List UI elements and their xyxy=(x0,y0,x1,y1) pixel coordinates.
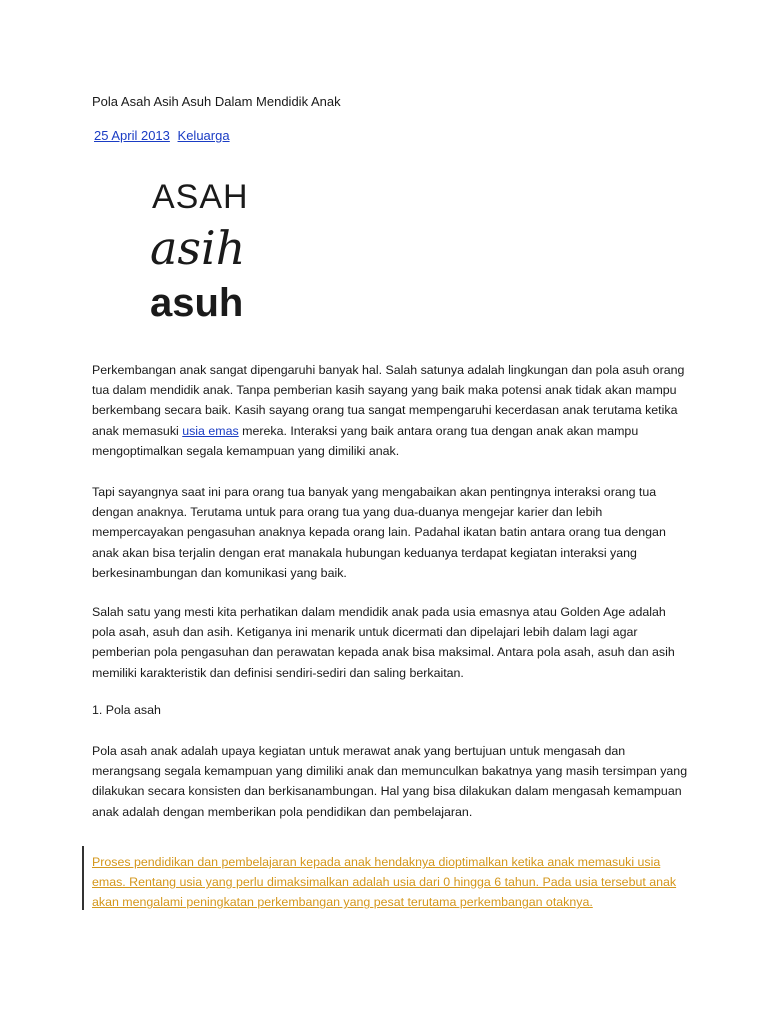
paragraph-2: Tapi sayangnya saat ini para orang tua banyak yang mengabaikan akan pentingnya interaksi orang tua dengan anaknya. Terutama untuk para orang tua yang dua-duanya mengejar karier dan lebih mempercayakan pengasuhan anaknya kepada orang lain. Padahal ikatan batin antara orang tua dengan anak akan bisa terjalin dengan erat manakala hubungan keduanya terdapat kegiatan interaksi yang berkesinambungan dan komunikasi yang baik. xyxy=(92,485,666,580)
paragraph-1 xyxy=(92,360,692,461)
paragraph-1-text-b: mereka. Interaksi yang baik antara orang tua dengan anak akan mampu mengoptimalkan segala kemampuan yang dimiliki anak. xyxy=(92,423,639,458)
usia-emas-link[interactable]: usia emas xyxy=(182,423,239,438)
asah-asih-asuh-logo xyxy=(148,176,288,326)
logo-line-1: ASAH xyxy=(152,178,249,216)
logo-line-3: asuh xyxy=(150,281,244,325)
paragraph-1-text-a: Perkembangan anak sangat dipengaruhi banyak hal. Salah satunya adalah lingkungan dan pola asuh orang tua dalam mendidik anak. Tanpa pemberian kasih sayang yang baik maka potensi anak tidak akan mampu berkembang secara baik. Kasih sayang orang tua sangat mempengaruhi kecerdasan anak terutama ketika anak memasuki xyxy=(92,363,685,438)
highlighted-quote: Proses pendidikan dan pembelajaran kepada anak hendaknya dioptimalkan ketika anak memasuki usia emas. Rentang usia yang perlu dimaksimalkan adalah usia dari 0 hingga 6 tahun. Pada usia tersebut anak akan mengalami peningkatan perkembangan yang pesat terutama perkembangan otaknya. xyxy=(92,855,677,910)
article-title: Pola Asah Asih Asuh Dalam Mendidik Anak xyxy=(92,94,341,109)
logo-line-2: asih xyxy=(150,221,246,275)
section-heading-pola-asah: 1. Pola asah xyxy=(92,703,161,717)
paragraph-4: Pola asah anak adalah upaya kegiatan untuk merawat anak yang bertujuan untuk mengasah dan merangsang segala kemampuan yang dimiliki anak dan memunculkan bakatnya yang masih tersimpan yang dilakukan secara konsisten dan berkisanambungan. Hal yang bisa dilakukan dalam mengasah kemampuan anak adalah dengan memberikan pola pendidikan dan pembelajaran. xyxy=(92,744,688,819)
quote-bar xyxy=(82,846,84,910)
date-link[interactable]: 25 April 2013 xyxy=(94,128,170,143)
paragraph-3: Salah satu yang mesti kita perhatikan dalam mendidik anak pada usia emasnya atau Golden Age adalah pola asah, asuh dan asih. Ketiganya ini menarik untuk dicermati dan dipelajari lebih dalam lagi agar pemberian pola pengasuhan dan perawatan kepada anak bisa maksimal. Antara pola asah, asuh dan asih memiliki karakteristik dan definisi sendiri-sediri dan saling berkaitan. xyxy=(92,605,675,680)
category-link[interactable]: Keluarga xyxy=(177,128,230,143)
article-meta xyxy=(94,128,234,143)
